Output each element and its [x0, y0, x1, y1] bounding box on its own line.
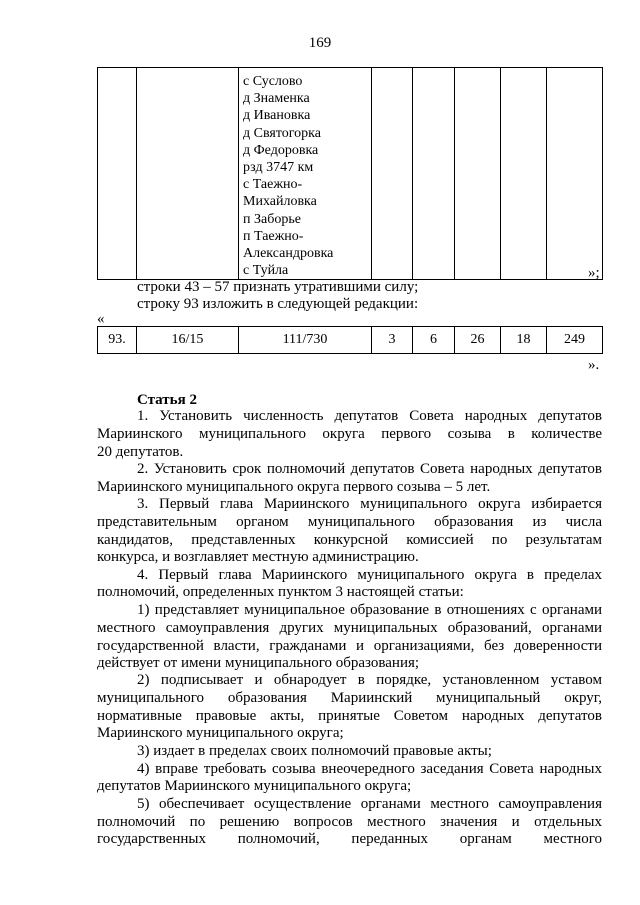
table-cell: 18	[501, 327, 547, 354]
paragraph-line: 1) представляет муниципальное образование в отношениях с органами	[137, 602, 602, 618]
list-item: д Федоровка	[243, 142, 319, 158]
table-row	[98, 68, 603, 280]
paragraph-line: действует от имени муниципального образования;	[97, 655, 420, 671]
paragraph-line: конкурса, и возглавляет местную администрацию.	[97, 549, 419, 565]
table-cell: 6	[413, 327, 455, 354]
closing-quote: »;	[588, 265, 600, 281]
list-item: Александровка	[243, 246, 334, 262]
table-cell	[455, 68, 501, 280]
list-item: д Ивановка	[243, 108, 311, 124]
paragraph-line: полномочий, определенных пунктом 3 настоящей статьи:	[97, 584, 464, 600]
settlements-table	[97, 67, 603, 280]
table-cell	[372, 68, 413, 280]
paragraph-line: 5) обеспечивает осуществление органами местного самоуправления	[137, 796, 602, 812]
table-cell: 249	[547, 327, 603, 354]
paragraph-line: 1. Установить численность депутатов Совета народных депутатов	[137, 408, 602, 424]
instruction-line: строку 93 изложить в следующей редакции:	[137, 296, 419, 312]
paragraph-line: местного самоуправления других муниципальных образований, органами	[97, 620, 602, 636]
paragraph-line: государственных полномочий, переданных органам местного	[97, 831, 602, 847]
list-item: рзд 3747 км	[243, 160, 314, 176]
closing-quote: ».	[588, 357, 600, 373]
paragraph-line: 4) вправе требовать созыва внеочередного заседания Совета народных	[137, 761, 602, 777]
table-cell: 3	[372, 327, 413, 354]
row-93-table	[97, 326, 603, 354]
table-cell	[413, 68, 455, 280]
article-heading: Статья 2	[137, 392, 197, 408]
list-item: п Заборье	[243, 211, 301, 227]
paragraph-line: представительным органом муниципального образования из числа	[97, 514, 602, 530]
list-item: д Знаменка	[243, 91, 310, 107]
table-cell	[547, 68, 603, 280]
opening-quote: «	[97, 311, 105, 327]
paragraph-line: нормативные правовые акты, принятые Советом народных депутатов	[97, 708, 602, 724]
paragraph-line: 3) издает в пределах своих полномочий правовые акты;	[137, 743, 492, 759]
list-item: с Суслово	[243, 74, 303, 89]
list-item: с Туйла	[243, 263, 289, 279]
table-cell	[501, 68, 547, 280]
table-cell: 93.	[98, 327, 137, 354]
table-cell: 26	[455, 327, 501, 354]
table-row	[98, 327, 603, 354]
table-cell: 111/730	[239, 327, 372, 354]
paragraph-line: Мариинского муниципального округа первого созыва – 5 лет.	[97, 479, 491, 495]
paragraph-line: муниципального образования Мариинский муниципальный округ,	[97, 690, 602, 706]
table-cell-number	[98, 68, 137, 280]
paragraph-line: Мариинского муниципального округа;	[97, 725, 344, 741]
page-number: 169	[308, 35, 332, 51]
settlements-list-cell	[239, 68, 372, 280]
list-item: Михайловка	[243, 194, 317, 210]
paragraph-line: 4. Первый глава Мариинского муниципального округа в пределах	[137, 567, 602, 583]
list-item: с Таежно-	[243, 177, 303, 193]
table-cell-code	[137, 68, 239, 280]
paragraph-line: Мариинского муниципального округа первого созыва в количестве	[97, 426, 602, 442]
instruction-line: строки 43 – 57 признать утратившими силу;	[137, 279, 419, 295]
table-cell: 16/15	[137, 327, 239, 354]
paragraph-line: 20 депутатов.	[97, 444, 184, 460]
list-item: п Таежно-	[243, 228, 304, 244]
paragraph-line: кандидатов, представленных конкурсной комиссией по результатам	[97, 532, 602, 548]
paragraph-line: полномочий по решению вопросов местного значения и отдельных	[97, 814, 602, 830]
paragraph-line: государственной власти, гражданами и организациями, без доверенности	[97, 638, 602, 654]
list-item: д Святогорка	[243, 125, 321, 141]
paragraph-line: 3. Первый глава Мариинского муниципального округа избирается	[137, 496, 602, 512]
paragraph-line: 2. Установить срок полномочий депутатов Совета народных депутатов	[137, 461, 602, 477]
paragraph-line: депутатов Мариинского муниципального округа;	[97, 778, 412, 794]
paragraph-line: 2) подписывает и обнародует в порядке, установленном уставом	[137, 672, 602, 688]
